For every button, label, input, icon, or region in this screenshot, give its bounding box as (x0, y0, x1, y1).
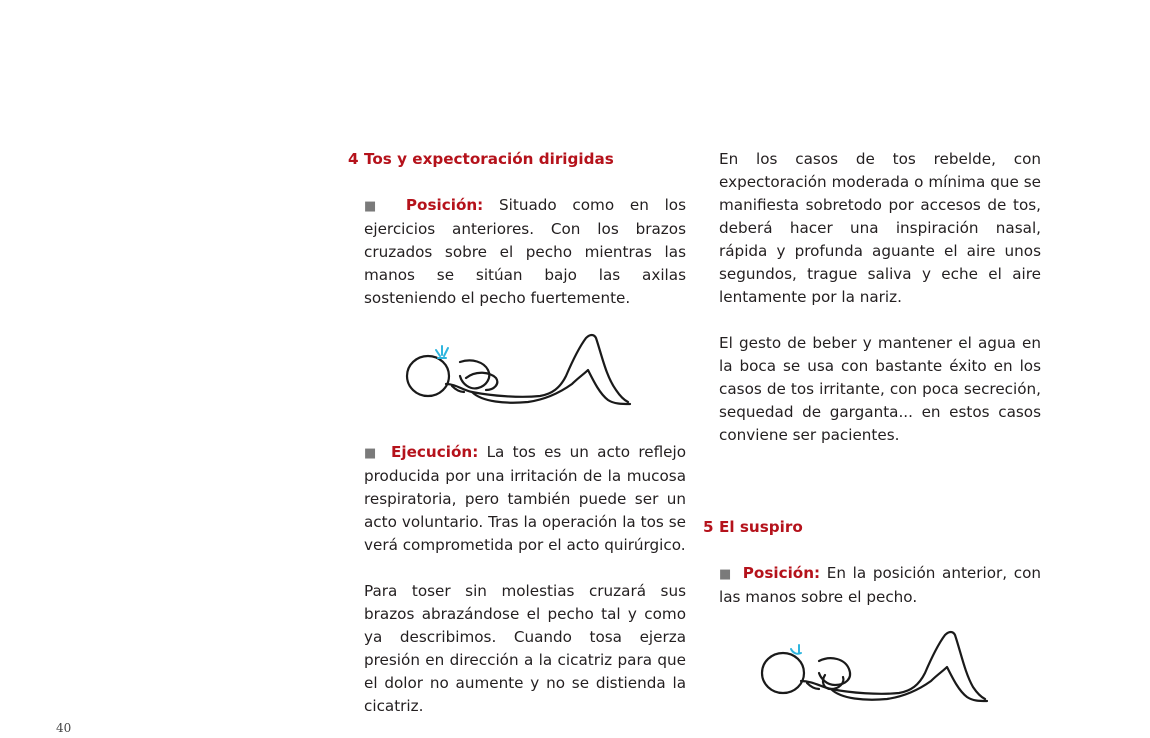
ejecucion-paragraph (364, 441, 686, 557)
section-5-title: El suspiro (719, 518, 803, 536)
suspiro-posicion-label: Posición: (742, 564, 821, 582)
posicion-label: Posición: (405, 196, 484, 214)
square-bullet-icon: ■ (719, 567, 734, 582)
para-toser-paragraph: Para toser sin molestias cruzará sus brazos abrazándose el pecho tal y como ya describimos. Cuando tosa ejerza presión en dirección a la cicatriz para que el dolor no aumente y no se distienda la cicatriz. (364, 582, 686, 715)
gesto-beber-paragraph: El gesto de beber y mantener el agua en la boca se usa con bastante éxito en los casos de tos irritante, con poca secreción, sequedad de garganta... en estos casos conviene ser pacientes. (719, 334, 1041, 444)
section-5-number: 5 (703, 518, 714, 536)
ejecucion-label: Ejecución: (391, 443, 479, 461)
suspiro-posicion-text: En la posición anterior, con las manos sobre el pecho. (719, 564, 1041, 606)
square-bullet-icon: ■ (364, 199, 388, 214)
section-4-title: Tos y expectoración dirigidas (364, 150, 614, 168)
suspiro-posicion-paragraph (719, 562, 1041, 609)
ejecucion-text: La tos es un acto reflejo producida por una irritación de la mucosa respiratoria, pero también puede ser un acto voluntario. Tras la operación la tos se verá comprometida por el acto quirúrgico. (364, 443, 687, 554)
right-column (703, 148, 1041, 713)
section-4-number: 4 (348, 150, 359, 168)
section-5-heading (703, 516, 1041, 539)
section-4-heading (348, 148, 686, 171)
posicion-text: Situado como en los ejercicios anteriores. Con los brazos cruzados sobre el pecho mientras las manos se sitúan bajo las axilas sosteniendo el pecho fuertemente. (364, 196, 686, 307)
left-column (348, 148, 687, 718)
tos-rebelde-paragraph: En los casos de tos rebelde, con expectoración moderada o mínima que se manifiesta sobretodo por accesos de tos, deberá hacer una inspiración nasal, rápida y profunda aguante el aire unos segundos, trague saliva y eche el aire lentamente por la nariz. (719, 150, 1041, 306)
page-number: 40 (56, 721, 72, 735)
lying-person-cough-icon (402, 326, 636, 418)
lying-person-sigh-icon (759, 623, 993, 713)
square-bullet-icon: ■ (364, 446, 380, 461)
posicion-paragraph (364, 194, 686, 310)
